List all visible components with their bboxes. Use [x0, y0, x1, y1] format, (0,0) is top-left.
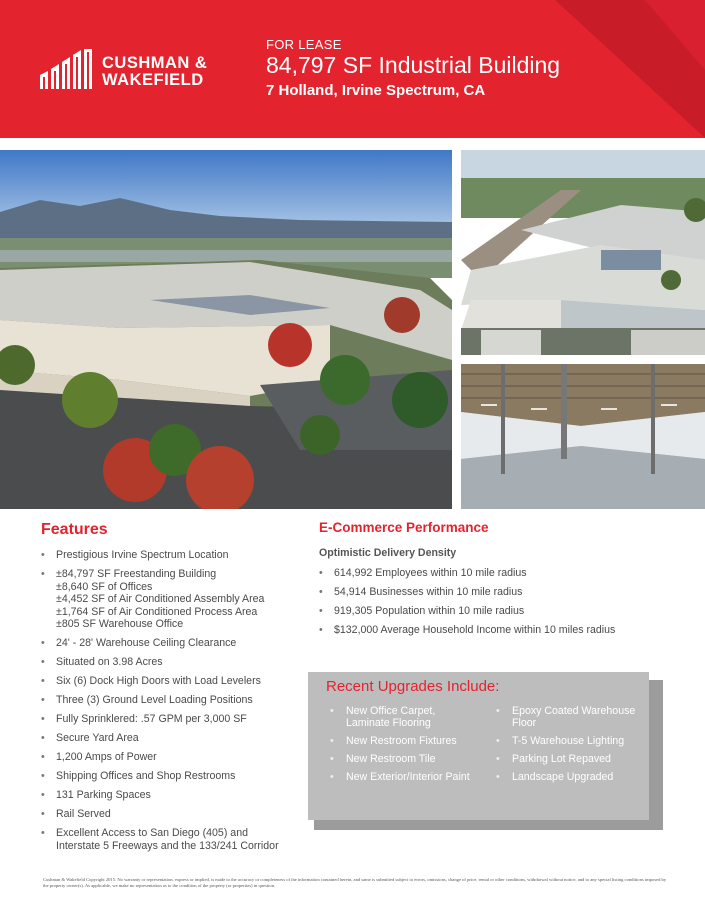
- feature-subtext: ±1,764 SF of Air Conditioned Process Area: [56, 605, 258, 618]
- feature-text: Excellent Access to San Diego (405) and: [56, 827, 248, 840]
- feature-text: Situated on 3.98 Acres: [56, 656, 163, 669]
- feature-item: [41, 713, 306, 726]
- upgrade-item: • Epoxy Coated Warehouse Floor: [496, 705, 641, 729]
- upgrades-list-left: [330, 705, 480, 789]
- feature-text: Prestigious Irvine Spectrum Location: [56, 549, 229, 561]
- ecommerce-item: • 919,305 Population within 10 mile radius: [319, 605, 689, 618]
- feature-text: ±84,797 SF Freestanding Building: [56, 567, 217, 580]
- upgrades-box: [308, 672, 649, 820]
- logo-line-1: CUSHMAN &: [102, 54, 208, 72]
- feature-item: [41, 549, 306, 562]
- upgrades-heading: Recent Upgrades Include:: [326, 678, 500, 695]
- ecommerce-item: • $132,000 Average Household Income within 10 miles radius: [319, 624, 689, 637]
- feature-item: [41, 675, 306, 688]
- aerial-street-photo: [461, 150, 705, 355]
- feature-item: [41, 770, 306, 783]
- feature-item: [41, 827, 306, 852]
- aerial-building-photo: [0, 150, 452, 509]
- listing-type: FOR LEASE: [266, 37, 342, 52]
- ecommerce-heading: E-Commerce Performance: [319, 520, 489, 535]
- logo-line-2: WAKEFIELD: [102, 71, 204, 89]
- feature-item: [41, 732, 306, 745]
- property-address: 7 Holland, Irvine Spectrum, CA: [266, 82, 486, 99]
- feature-text: Three (3) Ground Level Loading Positions: [56, 694, 253, 707]
- feature-subtext: Interstate 5 Freeways and the 133/241 Corridor: [56, 839, 279, 852]
- feature-item: [41, 656, 306, 669]
- feature-text: Six (6) Dock High Doors with Load Levelers: [56, 675, 261, 688]
- building-logo-icon: [40, 49, 94, 89]
- company-logo: [40, 49, 207, 89]
- upgrade-item: • New Office Carpet, Laminate Flooring: [330, 705, 480, 729]
- feature-item: [41, 694, 306, 707]
- feature-text: Secure Yard Area: [56, 732, 139, 745]
- feature-text: Rail Served: [56, 808, 111, 821]
- page-title: 84,797 SF Industrial Building: [266, 52, 561, 78]
- header-banner: [0, 0, 705, 138]
- feature-text: Fully Sprinklered: .57 GPM per 3,000 SF: [56, 713, 247, 726]
- ecommerce-subheading: Optimistic Delivery Density: [319, 547, 457, 559]
- features-list: [41, 549, 306, 859]
- feature-subtext: ±4,452 SF of Air Conditioned Assembly Area: [56, 593, 265, 606]
- feature-item: [41, 808, 306, 821]
- upgrades-list-right: [496, 705, 641, 789]
- features-heading: Features: [41, 521, 108, 538]
- feature-text: 1,200 Amps of Power: [56, 751, 157, 764]
- feature-item: [41, 789, 306, 802]
- feature-text: 131 Parking Spaces: [56, 789, 151, 802]
- feature-item: [41, 637, 306, 650]
- upgrade-item: • New Restroom Tile: [330, 753, 480, 765]
- feature-item: [41, 568, 306, 631]
- feature-text: 24' - 28' Warehouse Ceiling Clearance: [56, 637, 237, 650]
- feature-text: Shipping Offices and Shop Restrooms: [56, 770, 236, 783]
- upgrade-item: • T-5 Warehouse Lighting: [496, 735, 641, 747]
- feature-subtext: ±8,640 SF of Offices: [56, 580, 153, 593]
- upgrade-item: • Landscape Upgraded: [496, 771, 641, 783]
- feature-subtext: ±805 SF Warehouse Office: [56, 618, 184, 631]
- header-shard-small: [645, 0, 705, 70]
- warehouse-interior-photo: [461, 364, 705, 509]
- upgrade-item: • Parking Lot Repaved: [496, 753, 641, 765]
- feature-item: [41, 751, 306, 764]
- ecommerce-item: • 54,914 Businesses within 10 mile radius: [319, 586, 689, 599]
- ecommerce-item: • 614,992 Employees within 10 mile radius: [319, 567, 689, 580]
- ecommerce-list: [319, 567, 689, 643]
- upgrade-item: • New Exterior/Interior Paint: [330, 771, 480, 783]
- copyright-disclaimer: Cushman & Wakefield Copyright 2015. No warranty or representation, express or implied, is made to the accuracy or completeness of the information contained herein, and same is submitted subject to errors, omissions, change of price, rental or other conditions, withdrawal without notice, and to any special listing conditions imposed by the property owner(s). As applicable, we make no representation as to the condition of the property (or properties) in question.: [43, 877, 667, 888]
- upgrade-item: • New Restroom Fixtures: [330, 735, 480, 747]
